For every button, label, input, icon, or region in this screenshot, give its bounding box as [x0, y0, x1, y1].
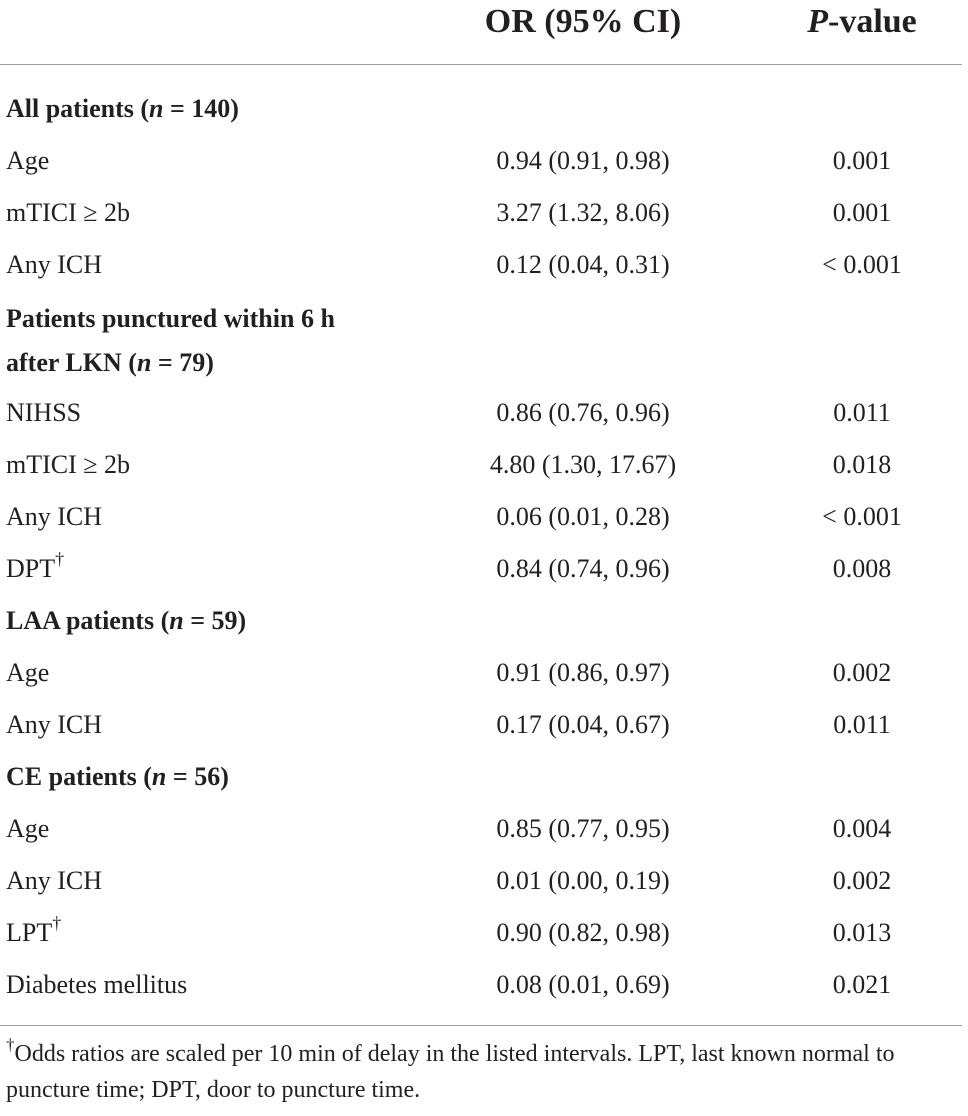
group-n: n [149, 94, 164, 123]
table-row [0, 855, 962, 907]
table-row [0, 543, 962, 595]
row-p: 0.018 [832, 450, 892, 479]
table-footnote [6, 1036, 964, 1108]
table-row [0, 699, 962, 751]
row-or: 4.80 (1.30, 17.67) [489, 450, 677, 479]
table-row [0, 959, 962, 1011]
group-n: n [169, 606, 184, 635]
row-label: Age [6, 814, 50, 843]
group-count: = 140) [163, 94, 239, 123]
header-pvalue [756, 0, 968, 44]
row-label: Diabetes mellitus [6, 970, 188, 999]
group-header-ce [0, 751, 962, 803]
table-row [0, 491, 962, 543]
row-label: Age [6, 658, 50, 687]
row-p: 0.002 [832, 866, 892, 895]
row-p: 0.013 [832, 918, 892, 947]
table-row [0, 907, 962, 959]
row-or: 0.85 (0.77, 0.95) [496, 814, 670, 843]
row-or: 0.91 (0.86, 0.97) [496, 658, 670, 687]
row-or: 0.12 (0.04, 0.31) [496, 250, 670, 279]
dagger-mark: † [55, 549, 65, 570]
group-n: n [136, 348, 152, 377]
row-or: 0.08 (0.01, 0.69) [496, 970, 670, 999]
row-p: 0.008 [832, 554, 892, 583]
row-or: 0.90 (0.82, 0.98) [496, 918, 670, 947]
row-label: Any ICH [6, 710, 103, 739]
group-header-6h [0, 291, 962, 387]
header-p-italic: P [807, 3, 828, 40]
group-n: n [151, 762, 167, 791]
row-or: 0.94 (0.91, 0.98) [496, 146, 670, 175]
table-row [0, 187, 962, 239]
row-label: LPT [6, 918, 53, 947]
group-count: = 59) [183, 606, 247, 635]
row-p: 0.001 [832, 146, 892, 175]
group-title: after LKN ( [6, 348, 137, 377]
row-p: 0.011 [833, 398, 891, 427]
header-or: OR (95% CI) [484, 3, 682, 40]
row-or: 0.06 (0.01, 0.28) [496, 502, 670, 531]
dagger-mark: † [52, 913, 62, 934]
header-p-rest: -value [828, 3, 917, 40]
table-row [0, 387, 962, 439]
group-header-laa [0, 595, 962, 647]
row-p: 0.011 [833, 710, 891, 739]
group-count: = 79) [151, 348, 214, 377]
table-row [0, 803, 962, 855]
group-title-line1: Patients punctured within 6 h [6, 304, 335, 333]
row-label: NIHSS [6, 398, 82, 427]
row-p: 0.021 [832, 970, 892, 999]
row-p: < 0.001 [822, 250, 902, 279]
row-or: 0.17 (0.04, 0.67) [496, 710, 670, 739]
group-title: CE patients ( [6, 762, 152, 791]
row-p: 0.004 [832, 814, 892, 843]
table-header [0, 0, 962, 64]
row-label: Any ICH [6, 250, 103, 279]
group-title: LAA patients ( [6, 606, 170, 635]
row-label: Any ICH [6, 502, 103, 531]
table-row [0, 439, 962, 491]
footnote-dagger: † [6, 1035, 15, 1054]
table-row [0, 647, 962, 699]
row-label: DPT [6, 554, 56, 583]
row-label: mTICI ≥ 2b [6, 450, 131, 479]
group-header-all [0, 83, 962, 135]
group-title: All patients ( [6, 94, 149, 123]
group-count: = 56) [166, 762, 229, 791]
row-or: 0.84 (0.74, 0.96) [496, 554, 670, 583]
footnote-text: Odds ratios are scaled per 10 min of delay in the listed intervals. LPT, last known normal to puncture time; DPT, door to puncture time. [6, 1041, 895, 1103]
row-label: mTICI ≥ 2b [6, 198, 131, 227]
row-p: 0.001 [832, 198, 892, 227]
row-or: 0.01 (0.00, 0.19) [496, 866, 670, 895]
table-row [0, 239, 962, 291]
bottom-rule [0, 1025, 962, 1026]
table-row [0, 135, 962, 187]
row-p: 0.002 [832, 658, 892, 687]
row-or: 0.86 (0.76, 0.96) [496, 398, 670, 427]
row-label: Age [6, 146, 50, 175]
row-label: Any ICH [6, 866, 103, 895]
row-p: < 0.001 [822, 502, 902, 531]
row-or: 3.27 (1.32, 8.06) [496, 198, 670, 227]
